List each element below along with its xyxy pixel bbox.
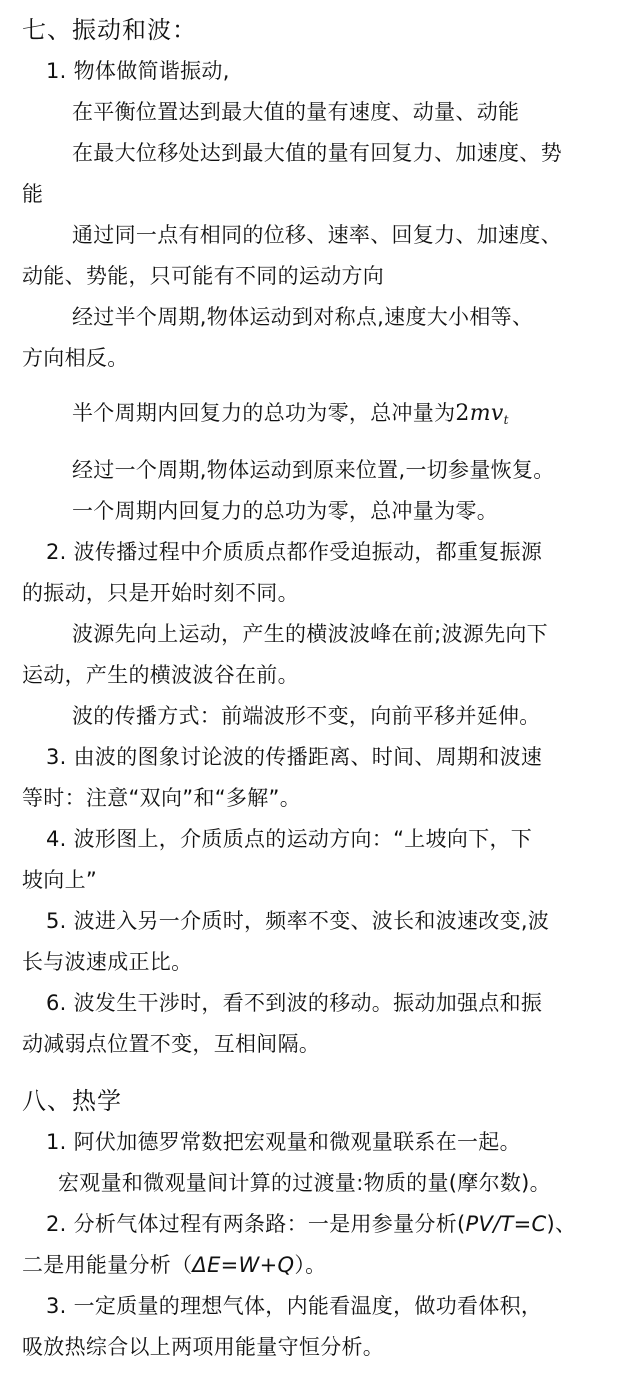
paragraph-line: 运动，产生的横波波谷在前。 <box>22 663 299 687</box>
paragraph-line: 吸放热综合以上两项用能量守恒分析。 <box>22 1335 385 1359</box>
paragraph-line: 在平衡位置达到最大值的量有速度、动量、动能 <box>72 100 520 124</box>
paragraph-line: 波源先向上运动，产生的横波波峰在前;波源先向下 <box>72 622 548 646</box>
formula-lead-text: 2. 分析气体过程有两条路：一是用参量分析( <box>46 1212 466 1236</box>
section-heading-vibration-waves: 七、振动和波： <box>22 16 197 44</box>
section-heading-thermodynamics: 八、热学 <box>22 1087 122 1115</box>
paragraph-line: 方向相反。 <box>22 346 129 370</box>
gas-state-formula: PV/T=C <box>465 1212 547 1236</box>
paragraph-line: 长与波速成正比。 <box>22 950 193 974</box>
paragraph-line: 等时：注意“双向”和“多解”。 <box>22 786 302 810</box>
item-5-line: 5. 波进入另一介质时，频率不变、波长和波速改变,波 <box>46 909 550 933</box>
paragraph-line-with-formula <box>0 393 640 433</box>
formula-subscript: t <box>503 413 509 427</box>
impulse-formula <box>455 401 508 426</box>
item-3-line: 3. 一定质量的理想气体，内能看温度，做功看体积， <box>46 1294 543 1318</box>
paragraph-line: 通过同一点有相同的位移、速率、回复力、加速度、 <box>72 223 562 247</box>
item-1-line: 1. 阿伏加德罗常数把宏观量和微观量联系在一起。 <box>46 1130 521 1154</box>
item-4-line: 4. 波形图上，介质质点的运动方向：“上坡向下，下 <box>46 827 533 851</box>
item-3-line: 3. 由波的图象讨论波的传播距离、时间、周期和波速 <box>46 745 543 769</box>
item-2-line: 2. 波传播过程中介质质点都作受迫振动，都重复振源 <box>46 540 543 564</box>
item-6-line: 6. 波发生干涉时，看不到波的移动。振动加强点和振 <box>46 991 543 1015</box>
paragraph-line: 一个周期内回复力的总功为零，总冲量为零。 <box>72 499 498 523</box>
formula-lead-text: 半个周期内回复力的总功为零，总冲量为 <box>72 401 456 425</box>
item-2-line-with-formula <box>0 1204 640 1244</box>
formula-coefficient: 2 <box>455 401 470 426</box>
paragraph-line: 在最大位移处达到最大值的量有回复力、加速度、势 <box>72 141 562 165</box>
energy-formula: ΔE=W+Q <box>192 1253 295 1277</box>
paragraph-line: 坡向上” <box>22 868 98 892</box>
paragraph-line-with-formula <box>0 1245 640 1285</box>
formula-variable: mv <box>469 401 504 426</box>
paragraph-line: 的振动，只是开始时刻不同。 <box>22 581 299 605</box>
paragraph-line: 经过半个周期,物体运动到对称点,速度大小相等、 <box>72 305 534 329</box>
formula-trailing-text: ）。 <box>294 1253 327 1277</box>
item-1-title: 1. 物体做简谐振动, <box>46 59 230 83</box>
paragraph-line: 动能、势能，只可能有不同的运动方向 <box>22 264 385 288</box>
formula-lead-text: 二是用能量分析（ <box>22 1253 193 1277</box>
formula-trailing-text: )、 <box>546 1212 577 1236</box>
paragraph-line: 动减弱点位置不变，互相间隔。 <box>22 1032 321 1056</box>
paragraph-line: 能 <box>22 182 44 206</box>
paragraph-line: 经过一个周期,物体运动到原来位置,一切参量恢复。 <box>72 458 555 482</box>
paragraph-line: 宏观量和微观量间计算的过渡量:物质的量(摩尔数)。 <box>58 1171 551 1195</box>
paragraph-line: 波的传播方式：前端波形不变，向前平移并延伸。 <box>72 704 541 728</box>
